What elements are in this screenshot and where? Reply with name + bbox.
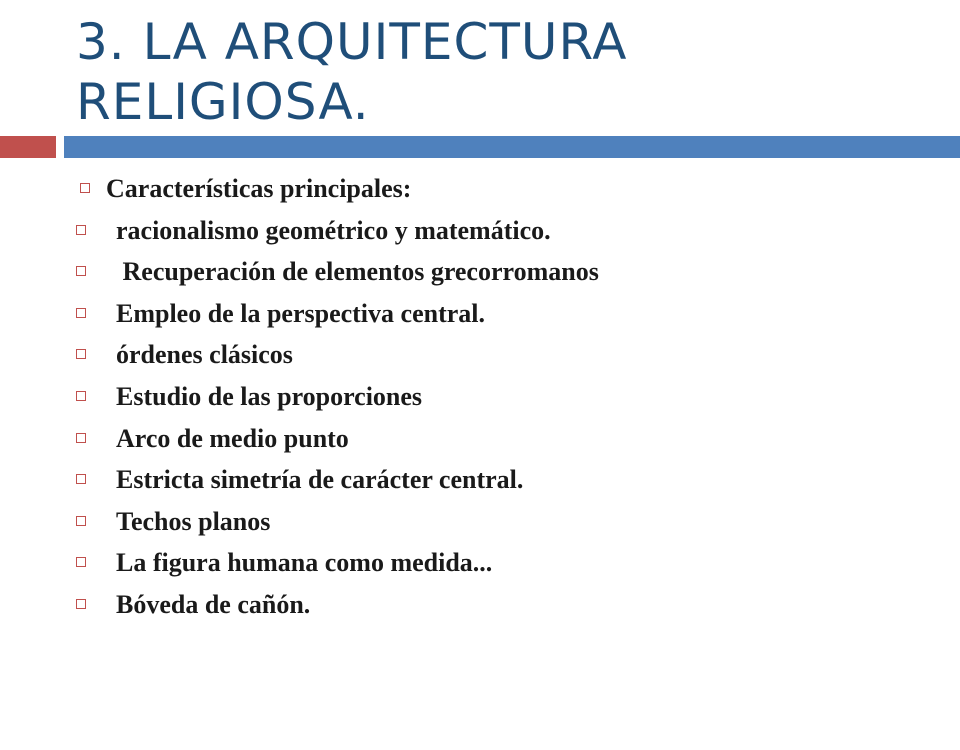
hollow-square-bullet-icon bbox=[76, 474, 86, 484]
hollow-square-bullet-icon bbox=[76, 266, 86, 276]
bullet-item-racionalismo bbox=[76, 210, 551, 252]
bullet-text: La figura humana como medida... bbox=[116, 548, 493, 578]
bullet-item-recuperacion bbox=[76, 251, 599, 293]
bullet-item-caracteristicas bbox=[76, 168, 412, 210]
bullet-text: Características principales: bbox=[106, 174, 412, 203]
bullet-item-figura-humana bbox=[76, 542, 493, 584]
bullet-text: Estudio de las proporciones bbox=[116, 381, 423, 411]
hollow-square-bullet-icon bbox=[76, 308, 86, 318]
bullet-item-arco bbox=[76, 418, 349, 460]
title-line-1: 3. LA ARQUITECTURA bbox=[76, 13, 628, 71]
bullet-list bbox=[76, 168, 599, 626]
title-rule-accent-left bbox=[0, 136, 56, 158]
bullet-item-perspectiva bbox=[76, 293, 485, 335]
hollow-square-bullet-icon bbox=[76, 599, 86, 609]
bullet-text: Bóveda de cañón. bbox=[116, 589, 311, 619]
bullet-item-boveda bbox=[76, 584, 311, 626]
hollow-square-bullet-icon bbox=[76, 391, 86, 401]
title-line-2: RELIGIOSA. bbox=[76, 73, 370, 131]
bullet-item-proporciones bbox=[76, 376, 423, 418]
bullet-text: Arco de medio punto bbox=[116, 423, 349, 453]
slide-title bbox=[76, 12, 936, 132]
bullet-text: Empleo de la perspectiva central. bbox=[116, 298, 485, 328]
hollow-square-bullet-icon bbox=[76, 557, 86, 567]
bullet-item-techos bbox=[76, 501, 271, 543]
bullet-text: Recuperación de elementos grecorromanos bbox=[116, 257, 599, 287]
bullet-text: Estricta simetría de carácter central. bbox=[116, 465, 524, 495]
hollow-square-bullet-icon bbox=[76, 225, 86, 235]
bullet-item-simetria bbox=[76, 459, 524, 501]
bullet-text: racionalismo geométrico y matemático. bbox=[116, 215, 551, 245]
hollow-square-bullet-icon bbox=[76, 516, 86, 526]
hollow-square-bullet-icon bbox=[76, 349, 86, 359]
bullet-text: órdenes clásicos bbox=[116, 340, 293, 370]
bullet-item-ordenes bbox=[76, 334, 293, 376]
bullet-text: Techos planos bbox=[116, 506, 271, 536]
title-rule-accent-right bbox=[64, 136, 960, 158]
hollow-square-bullet-icon bbox=[76, 433, 86, 443]
hollow-square-bullet-icon bbox=[80, 183, 90, 193]
